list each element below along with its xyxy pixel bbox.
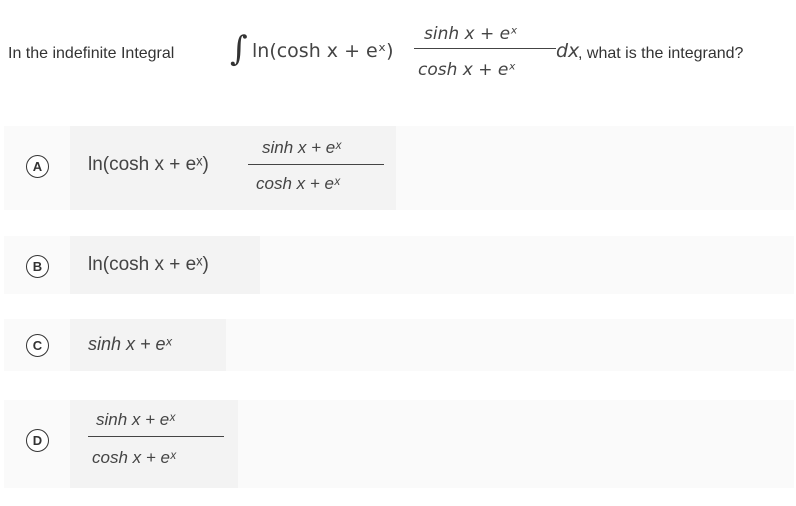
option-a-numerator: sinh x + eˣ — [262, 138, 341, 157]
option-a-fraction-line — [248, 164, 384, 165]
question-fraction-denominator: cosh x + eˣ — [418, 60, 516, 80]
option-a-ln: ln(cosh x + eˣ) — [88, 154, 209, 175]
question-suffix: , what is the integrand? — [578, 45, 744, 62]
option-d-content — [70, 400, 238, 488]
question-fraction-line — [414, 48, 556, 49]
question-dx: dx — [556, 40, 580, 62]
option-a-content — [70, 126, 396, 210]
option-a-denominator: cosh x + eˣ — [256, 174, 340, 193]
option-b-content — [70, 236, 260, 294]
option-d-numerator: sinh x + eˣ — [96, 410, 175, 429]
question-integrand-ln: ln(cosh x + eˣ) — [252, 40, 394, 62]
option-c-content — [70, 319, 226, 371]
option-d[interactable] — [4, 400, 794, 488]
question — [8, 14, 792, 94]
option-d-denominator: cosh x + eˣ — [92, 448, 176, 467]
option-d-fraction-line — [88, 436, 224, 437]
option-a[interactable] — [4, 126, 794, 210]
question-prefix: In the indefinite Integral — [8, 45, 175, 62]
option-b-ln: ln(cosh x + eˣ) — [88, 254, 209, 275]
option-letter-d: D — [26, 429, 49, 452]
option-c[interactable] — [4, 319, 794, 371]
integral-symbol: ∫ — [230, 29, 248, 69]
option-b[interactable] — [4, 236, 794, 294]
question-fraction-numerator: sinh x + eˣ — [424, 24, 518, 44]
option-letter-a: A — [26, 155, 49, 178]
option-letter-b: B — [26, 255, 49, 278]
option-letter-c: C — [26, 334, 49, 357]
option-c-text: sinh x + eˣ — [88, 334, 172, 354]
